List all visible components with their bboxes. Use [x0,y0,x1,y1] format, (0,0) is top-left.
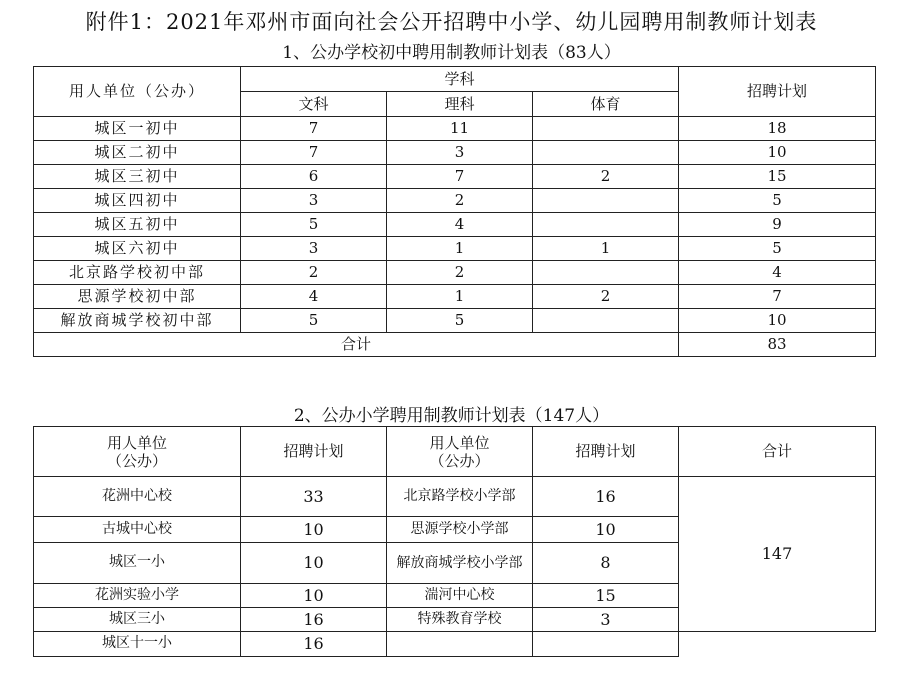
header-unit-b [387,427,533,477]
table-row [34,213,876,237]
cell-pe: 1 [533,237,679,261]
cell-arts: 4 [241,285,387,309]
document-title: 附件1：2021年邓州市面向社会公开招聘中小学、幼儿园聘用制教师计划表 [85,10,818,34]
cell-arts: 5 [241,213,387,237]
cell-arts: 5 [241,309,387,333]
header-unit-b-label: 用人单位 [429,433,490,452]
cell-plan-b: 3 [533,608,679,632]
table1-body [34,67,876,357]
cell-unit-b: 湍河中心校 [387,584,533,608]
cell-plan: 4 [679,261,876,285]
cell-science: 4 [387,213,533,237]
table-row [34,165,876,189]
cell-unit: 解放商城学校初中部 [34,309,241,333]
total-value: 83 [679,333,876,357]
cell-plan-a: 16 [241,632,387,657]
cell-plan: 5 [679,237,876,261]
table-row [34,237,876,261]
cell-plan-a: 10 [241,543,387,584]
total-label: 合计 [34,333,679,357]
cell-arts: 2 [241,261,387,285]
table1-caption: 1、公办学校初中聘用制教师计划表（83人） [282,43,621,63]
cell-plan-b: 16 [533,477,679,517]
cell-plan-a: 16 [241,608,387,632]
table2-body [34,427,876,657]
table-row [34,309,876,333]
table-row [34,141,876,165]
cell-plan-b: 10 [533,517,679,543]
table-row [34,632,876,657]
table1-total-row [34,333,876,357]
cell-unit-a: 城区十一小 [34,632,241,657]
cell-unit: 城区一初中 [34,117,241,141]
cell-pe [533,309,679,333]
header-subject: 学科 [241,67,679,92]
cell-science: 3 [387,141,533,165]
header-science: 理科 [387,92,533,117]
cell-plan: 10 [679,141,876,165]
cell-science: 2 [387,261,533,285]
cell-plan-a: 33 [241,477,387,517]
header-unit: 用人单位（公办） [34,67,241,117]
table1-header-row [34,67,876,92]
header-plan-a: 招聘计划 [241,427,387,477]
cell-science: 5 [387,309,533,333]
cell-arts: 7 [241,141,387,165]
cell-plan-b: 8 [533,543,679,584]
cell-pe: 2 [533,165,679,189]
cell-unit-a: 花洲中心校 [34,477,241,517]
cell-unit: 城区三初中 [34,165,241,189]
cell-pe: 2 [533,285,679,309]
table-row [34,285,876,309]
cell-plan: 9 [679,213,876,237]
grand-total-value: 147 [679,477,876,632]
table2-header-row [34,427,876,477]
header-unit-a-sub: （公办） [106,451,167,470]
cell-science: 11 [387,117,533,141]
table-row [34,261,876,285]
cell-science: 7 [387,165,533,189]
cell-arts: 3 [241,237,387,261]
cell-unit: 北京路学校初中部 [34,261,241,285]
cell-unit: 城区五初中 [34,213,241,237]
table-row [34,477,876,517]
cell-plan-a: 10 [241,517,387,543]
header-pe: 体育 [533,92,679,117]
cell-pe [533,213,679,237]
cell-unit-a: 城区三小 [34,608,241,632]
header-plan: 招聘计划 [679,67,876,117]
cell-unit-b [387,632,533,657]
cell-plan: 7 [679,285,876,309]
cell-unit: 城区二初中 [34,141,241,165]
cell-science: 2 [387,189,533,213]
table-row [34,117,876,141]
cell-arts: 7 [241,117,387,141]
header-unit-b-sub: （公办） [429,451,490,470]
cell-pe [533,261,679,285]
cell-plan-a: 10 [241,584,387,608]
cell-pe [533,189,679,213]
cell-unit-a: 城区一小 [34,543,241,584]
cell-plan-b: 15 [533,584,679,608]
table2-caption: 2、公办小学聘用制教师计划表（147人） [293,406,610,426]
cell-unit-b: 特殊教育学校 [387,608,533,632]
cell-unit: 思源学校初中部 [34,285,241,309]
header-total: 合计 [679,427,876,477]
header-plan-b: 招聘计划 [533,427,679,477]
header-unit-a [34,427,241,477]
cell-unit-a: 古城中心校 [34,517,241,543]
cell-unit-a: 花洲实验小学 [34,584,241,608]
cell-plan: 18 [679,117,876,141]
cell-arts: 3 [241,189,387,213]
cell-unit: 城区四初中 [34,189,241,213]
cell-unit-b: 解放商城学校小学部 [387,543,533,584]
cell-plan-b [533,632,679,657]
cell-science: 1 [387,285,533,309]
cell-plan: 15 [679,165,876,189]
cell-plan: 5 [679,189,876,213]
cell-pe [533,117,679,141]
cell-plan: 10 [679,309,876,333]
primary-school-plan-table [33,426,876,657]
middle-school-plan-table [33,66,876,357]
cell-unit-b: 北京路学校小学部 [387,477,533,517]
cell-pe [533,141,679,165]
cell-science: 1 [387,237,533,261]
cell-unit-b: 思源学校小学部 [387,517,533,543]
cell-unit: 城区六初中 [34,237,241,261]
table-row [34,189,876,213]
header-unit-a-label: 用人单位 [106,433,167,452]
cell-arts: 6 [241,165,387,189]
header-arts: 文科 [241,92,387,117]
empty-cell [679,632,876,657]
